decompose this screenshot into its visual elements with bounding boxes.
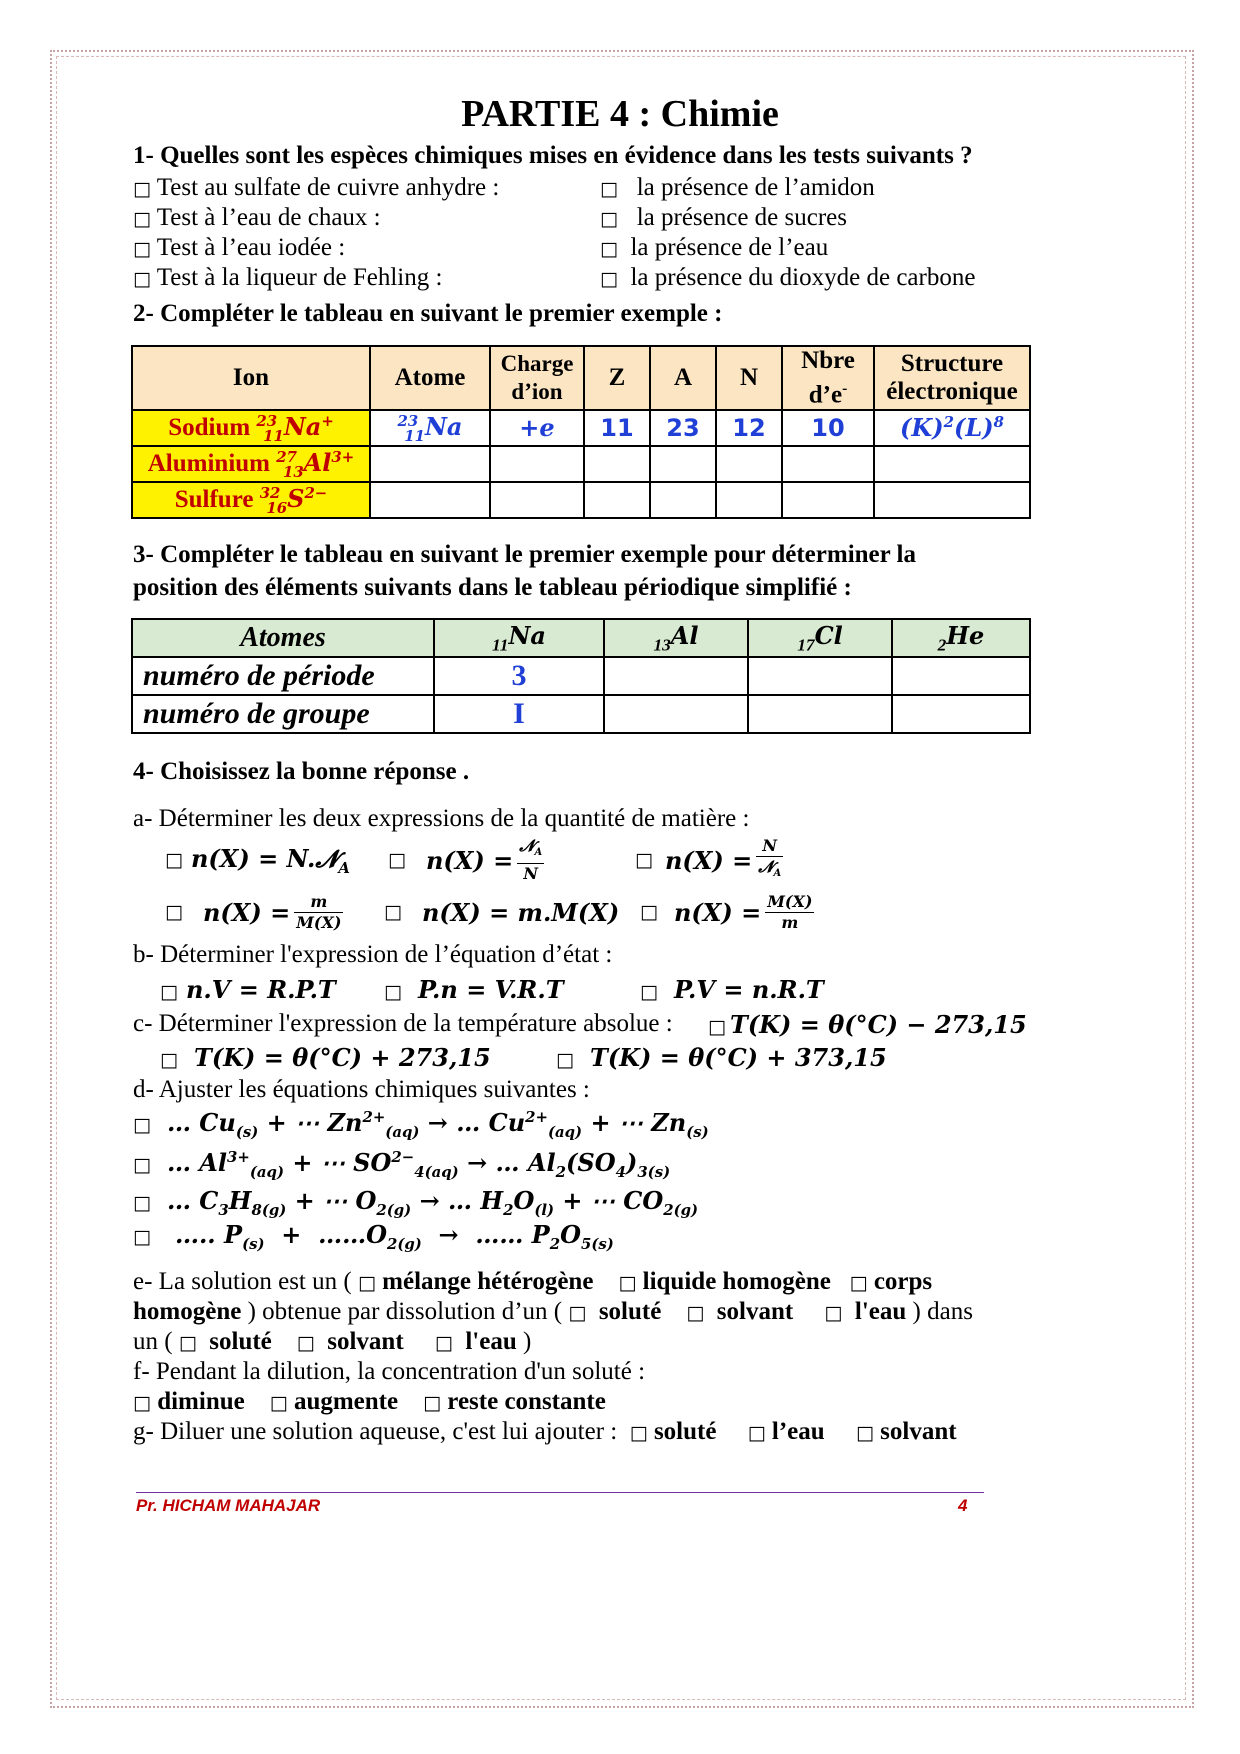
charge-na: +e <box>490 410 584 446</box>
groupe-he[interactable] <box>892 695 1030 733</box>
a-al[interactable] <box>650 446 716 482</box>
groupe-al[interactable] <box>604 695 748 733</box>
th-he: $_2$He <box>892 619 1030 657</box>
z-al[interactable] <box>584 446 650 482</box>
groupe-cl[interactable] <box>748 695 892 733</box>
q3-title-line2: position des éléments suivants dans le tableau périodique simplifié : <box>133 574 852 601</box>
opt-a2[interactable]: □ n(X) = $\frac{𝓝_A}{N}$ <box>388 835 543 884</box>
th-cl: $_{17}$Cl <box>748 619 892 657</box>
opt-a1[interactable]: □ n(X) = N.𝓝$_A$ <box>165 843 350 877</box>
th-atomes: Atomes <box>132 619 434 657</box>
opt-e8[interactable]: □ solvant <box>296 1328 404 1355</box>
ne-na: 10 <box>782 410 874 446</box>
q4-e-line2: homogène ) obtenue par dissolution d’un ( □ soluté □ solvant □ l'eau ) dans <box>133 1298 973 1325</box>
ion-aluminium: Aluminium $^{27}_{13}Al^{3+}$ <box>132 446 370 482</box>
eq-1[interactable]: □ … $Cu_{(s)}$ + ⋯ $Zn^{2+}_{(aq)}$ → … $Cu^{2+}_{(aq)}$ + ⋯ $Zn_{(s)}$ <box>133 1108 709 1141</box>
n-s[interactable] <box>716 482 782 518</box>
periodic-table <box>131 618 1031 734</box>
opt-b3[interactable]: □ P.V = n.R.T <box>640 975 824 1004</box>
q1-right-1[interactable]: □ la présence de l’amidon <box>600 174 875 201</box>
structure-s[interactable] <box>874 482 1030 518</box>
z-s[interactable] <box>584 482 650 518</box>
opt-f2[interactable]: □ augmente <box>269 1388 399 1415</box>
n-al[interactable] <box>716 446 782 482</box>
q4-g: g- Diluer une solution aqueuse, c'est lui ajouter : □ soluté □ l’eau □ solvant <box>133 1418 957 1445</box>
q1-left-2[interactable]: □ Test à l’eau de chaux : <box>133 204 381 231</box>
opt-e4[interactable]: □ soluté <box>568 1298 662 1325</box>
th-na: $_{11}$Na <box>434 619 604 657</box>
ion-sodium: Sodium $^{23}_{11}$Na+ <box>132 410 370 446</box>
q1-left-1[interactable]: □ Test au sulfate de cuivre anhydre : <box>133 174 500 201</box>
opt-c1[interactable]: □ T(K) = θ(°C) − 273,15 <box>708 1010 1027 1039</box>
eq-3[interactable]: □ … $C_3H_{8(g)}$ + ⋯ $O_{2(g)}$ → … $H_2O_{(l)}$ + ⋯ $CO_{2(g)}$ <box>133 1186 699 1219</box>
q2-title: 2- Compléter le tableau en suivant le premier exemple : <box>133 300 723 327</box>
groupe-na: I <box>434 695 604 733</box>
q1-right-3[interactable]: □ la présence de l’eau <box>600 234 829 261</box>
opt-e2[interactable]: □ liquide homogène <box>618 1268 831 1295</box>
q4-a: a- Déterminer les deux expressions de la quantité de matière : <box>133 805 750 832</box>
th-ion: Ion <box>132 346 370 410</box>
th-atome: Atome <box>370 346 490 410</box>
n-na: 12 <box>716 410 782 446</box>
q4-c: c- Déterminer l'expression de la température absolue : <box>133 1010 673 1037</box>
q1-title: 1- Quelles sont les espèces chimiques mises en évidence dans les tests suivants ? <box>133 142 973 169</box>
footer-author: Pr. HICHAM MAHAJAR <box>136 1496 321 1515</box>
opt-a4[interactable]: □ n(X) = $\frac{m}{M(X)}$ <box>165 891 342 932</box>
opt-g1[interactable]: □ soluté <box>629 1418 717 1445</box>
page-title: PARTIE 4 : Chimie <box>461 93 779 135</box>
atome-s[interactable] <box>370 482 490 518</box>
opt-g2[interactable]: □ l’eau <box>747 1418 825 1445</box>
opt-e7[interactable]: □ soluté <box>178 1328 272 1355</box>
q3-title-line1: 3- Compléter le tableau en suivant le premier exemple pour déterminer la <box>133 541 916 568</box>
footer-line <box>136 1492 984 1493</box>
row-periode: numéro de période <box>132 657 434 695</box>
periode-na: 3 <box>434 657 604 695</box>
th-charge: Charge d’ion <box>490 346 584 410</box>
q1-left-4[interactable]: □ Test à la liqueur de Fehling : <box>133 264 443 291</box>
q4-f: f- Pendant la dilution, la concentration d'un soluté : <box>133 1358 646 1385</box>
opt-c2[interactable]: □ T(K) = θ(°C) + 273,15 <box>160 1043 491 1072</box>
th-z: Z <box>584 346 650 410</box>
footer-page-number: 4 <box>958 1496 968 1515</box>
opt-e9[interactable]: □ l'eau <box>434 1328 517 1355</box>
q4-e-line1: e- La solution est un ( □ mélange hétérogène □ liquide homogène □ corps <box>133 1268 933 1295</box>
opt-f1[interactable]: □ diminue <box>133 1388 245 1415</box>
eq-4[interactable]: □ ….. $P_{(s)}$ + $\dots\dots O_{2(g)}$ → …… $P_2O_{5(s)}$ <box>133 1220 614 1253</box>
ne-al[interactable] <box>782 446 874 482</box>
atome-na: $^{23}_{11}$Na <box>370 410 490 446</box>
z-na: 11 <box>584 410 650 446</box>
opt-a3[interactable]: □ n(X) = $\frac{N}{𝓝_A}$ <box>635 835 782 880</box>
ion-table <box>131 345 1031 519</box>
opt-e6[interactable]: □ l'eau <box>824 1298 907 1325</box>
q4-title: 4- Choisissez la bonne réponse . <box>133 758 470 785</box>
ion-sulfure: Sulfure $^{32}_{16}S^{2-}$ <box>132 482 370 518</box>
opt-e1[interactable]: □ mélange hétérogène <box>357 1268 594 1295</box>
eq-2[interactable]: □ … $Al^{3+}_{(aq)}$ + ⋯ $SO^{2-}_{4(aq)}$ → … $Al_2(SO_4)_{3(s)}$ <box>133 1148 671 1181</box>
charge-s[interactable] <box>490 482 584 518</box>
q4-f-options <box>133 1388 606 1416</box>
row-groupe: numéro de groupe <box>132 695 434 733</box>
opt-b2[interactable]: □ P.n = V.R.T <box>384 975 564 1004</box>
opt-e5[interactable]: □ solvant <box>686 1298 794 1325</box>
th-a: A <box>650 346 716 410</box>
opt-c3[interactable]: □ T(K) = θ(°C) + 373,15 <box>556 1043 887 1072</box>
periode-he[interactable] <box>892 657 1030 695</box>
opt-a5[interactable]: □ n(X) = m.M(X) <box>384 897 620 927</box>
opt-e3[interactable]: □ corps <box>849 1268 933 1295</box>
opt-a6[interactable]: □ n(X) = $\frac{M(X)}{m}$ <box>640 891 813 932</box>
ne-s[interactable] <box>782 482 874 518</box>
structure-al[interactable] <box>874 446 1030 482</box>
a-s[interactable] <box>650 482 716 518</box>
q4-d: d- Ajuster les équations chimiques suivantes : <box>133 1076 590 1103</box>
a-na: 23 <box>650 410 716 446</box>
q1-right-4[interactable]: □ la présence du dioxyde de carbone <box>600 264 976 291</box>
q4-e-line3: un ( □ soluté □ solvant □ l'eau ) <box>133 1328 532 1355</box>
periode-cl[interactable] <box>748 657 892 695</box>
q4-b: b- Déterminer l'expression de l’équation d’état : <box>133 941 613 968</box>
atome-al[interactable] <box>370 446 490 482</box>
structure-na: $(K)^2(L)^8$ <box>874 410 1030 446</box>
opt-g3[interactable]: □ solvant <box>855 1418 957 1445</box>
th-structure: Structure électronique <box>874 346 1030 410</box>
th-nbre: Nbre d’e- <box>782 346 874 410</box>
th-al: $_{13}$Al <box>604 619 748 657</box>
periode-al[interactable] <box>604 657 748 695</box>
opt-f3[interactable]: □ reste constante <box>423 1388 606 1415</box>
th-n: N <box>716 346 782 410</box>
opt-b1[interactable]: □ n.V = R.P.T <box>160 975 336 1004</box>
q1-left-3[interactable]: □ Test à l’eau iodée : <box>133 234 346 261</box>
q1-right-2[interactable]: □ la présence de sucres <box>600 204 848 231</box>
charge-al[interactable] <box>490 446 584 482</box>
